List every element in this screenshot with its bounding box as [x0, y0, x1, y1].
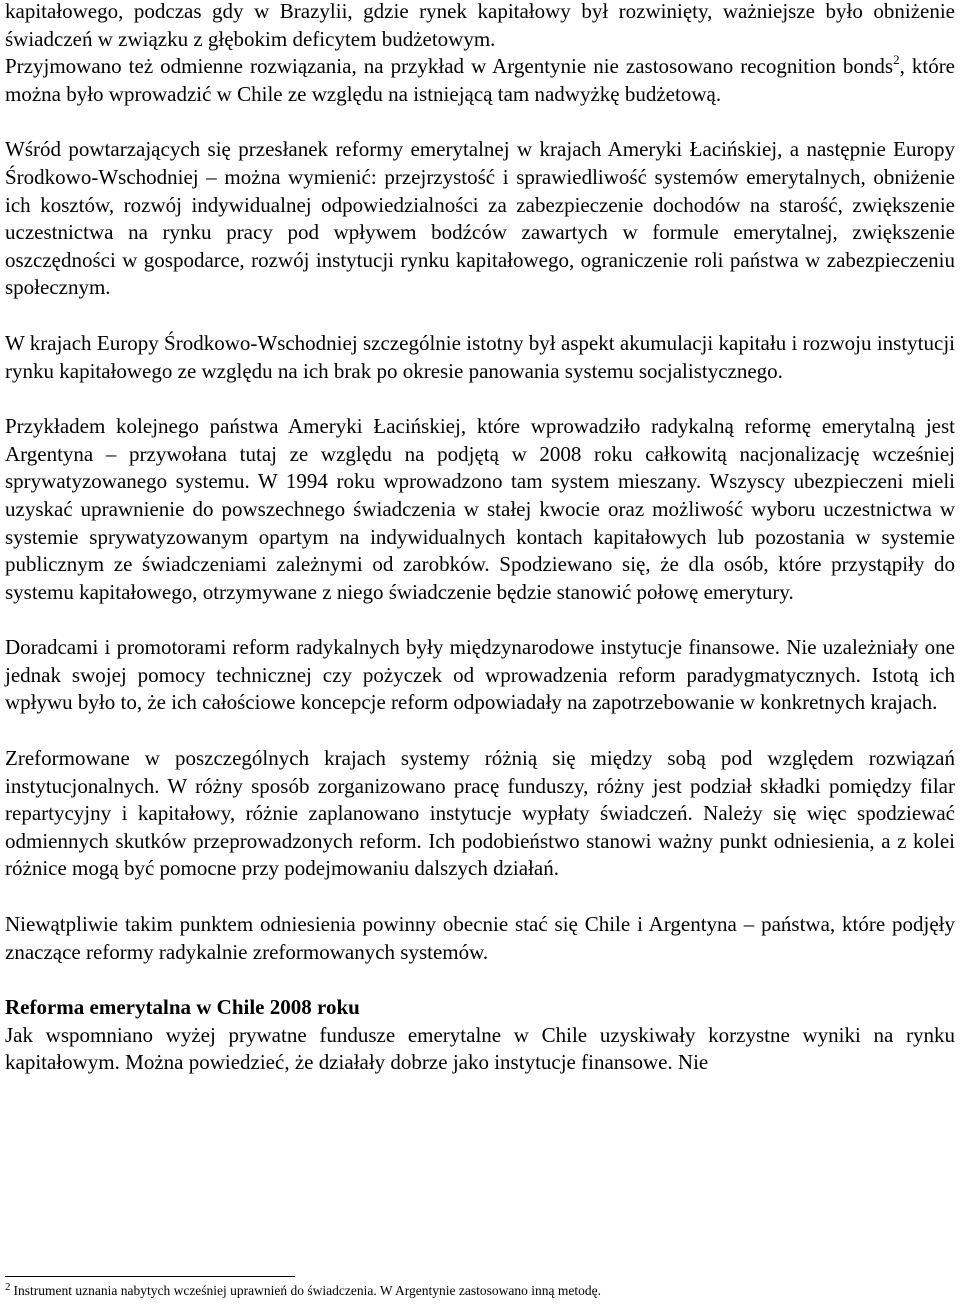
paragraph-recognition-bonds	[5, 53, 955, 108]
paragraph-institutional-differences: Zreformowane w poszczególnych krajach systemy różnią się między sobą pod względem rozwiązań instytucjonalnych. W różny sposób zorganizowano pracę funduszy, różny jest podział składki pomiędzy filar repartycyjny i kapitałowy, różnie zaplanowano instytucje wypłaty świadczeń. Należy się więc spodziewać odmiennych skutków przeprowadzonych reform. Ich podobieństwo stanowi ważny punkt odniesienia, a z kolei różnice mogą być pomocne przy podejmowaniu dalszych działań.	[5, 746, 955, 881]
footnote	[5, 1283, 955, 1300]
paragraph-continuation: kapitałowego, podczas gdy w Brazylii, gdzie rynek kapitałowy był rozwinięty, ważniejsze było obniżenie świadczeń w związku z głębokim deficytem budżetowym.	[5, 0, 955, 51]
document-page	[5, 0, 955, 1077]
paragraph-argentina: Przykładem kolejnego państwa Ameryki Łacińskiej, które wprowadziło radykalną reformę emerytalną jest Argentyna – przywołana tutaj ze względu na podjętą w 2008 roku całkowitą nacjonalizację wcześniej sprywatyzowanego systemu. W 1994 roku wprowadzono tam system mieszany. Wszyscy ubezpieczeni mieli uzyskać uprawnienie do powszechnego świadczenia w stałej kwocie oraz możliwość wyboru uczestnictwa w systemie sprywatyzowanym opartym na indywidualnych kontach kapitałowych lub pozostania w systemie publicznym ze świadczeniami zależnymi od zarobków. Spodziewano się, że dla osób, które przystąpiły do systemu kapitałowego, otrzymywane z niego świadczenie będzie stanowić połowę emerytury.	[5, 414, 955, 604]
paragraph-text: Przyjmowano też odmienne rozwiązania, na przykład w Argentynie nie zastosowano recognition bonds	[5, 54, 894, 79]
footnote-divider	[5, 1276, 295, 1277]
paragraph-reform-premises: Wśród powtarzających się przesłanek reformy emerytalnej w krajach Ameryki Łacińskiej, a następnie Europy Środkowo-Wschodniej – można wymienić: przejrzystość i sprawiedliwość systemów emerytalnych, obniżenie ich kosztów, rozwój indywidualnej odpowiedzialności za zabezpieczenie dochodów na starość, zwiększenie uczestnictwa na rynku pracy pod wpływem bodźców zawartych w formule emerytalnej, zwiększenie oszczędności w gospodarce, rozwój instytucji rynku kapitałowego, ograniczenie roli państwa w zabezpieczeniu społecznym.	[5, 137, 955, 300]
paragraph-advisors: Doradcami i promotorami reform radykalnych były międzynarodowe instytucje finansowe. Nie uzależniały one jednak swojej pomocy technicznej czy pożyczek od wprowadzenia reform paradygmatycznych. Istotą ich wpływu było to, że ich całościowe koncepcje reform odpowiadały na zapotrzebowanie w konkretnych krajach.	[5, 635, 955, 715]
footnote-reference: 2	[893, 52, 900, 68]
footnote-mark: 2	[5, 1281, 11, 1293]
section-heading: Reforma emerytalna w Chile 2008 roku	[5, 995, 360, 1020]
paragraph-reference-point: Niewątpliwie takim punktem odniesienia powinny obecnie stać się Chile i Argentyna – państwa, które podjęły znaczące reformy radykalnie zreformowanych systemów.	[5, 912, 955, 964]
paragraph-chile-funds: Jak wspomniano wyżej prywatne fundusze emerytalne w Chile uzyskiwały korzystne wyniki na rynku kapitałowym. Można powiedzieć, że działały dobrze jako instytucje finansowe. Nie	[5, 1022, 955, 1075]
footnote-text: Instrument uznania nabytych wcześniej uprawnień do świadczenia. W Argentynie zastosowano inną metodę.	[13, 1283, 601, 1298]
paragraph-text: , które można było wprowadzić w Chile ze względu na istniejącą tam nadwyżkę budżetową.	[5, 54, 956, 106]
paragraph-central-europe: W krajach Europy Środkowo-Wschodniej szczególnie istotny był aspekt akumulacji kapitału i rozwoju instytucji rynku kapitałowego ze względu na ich brak po okresie panowania systemu socjalistycznego.	[5, 330, 955, 383]
